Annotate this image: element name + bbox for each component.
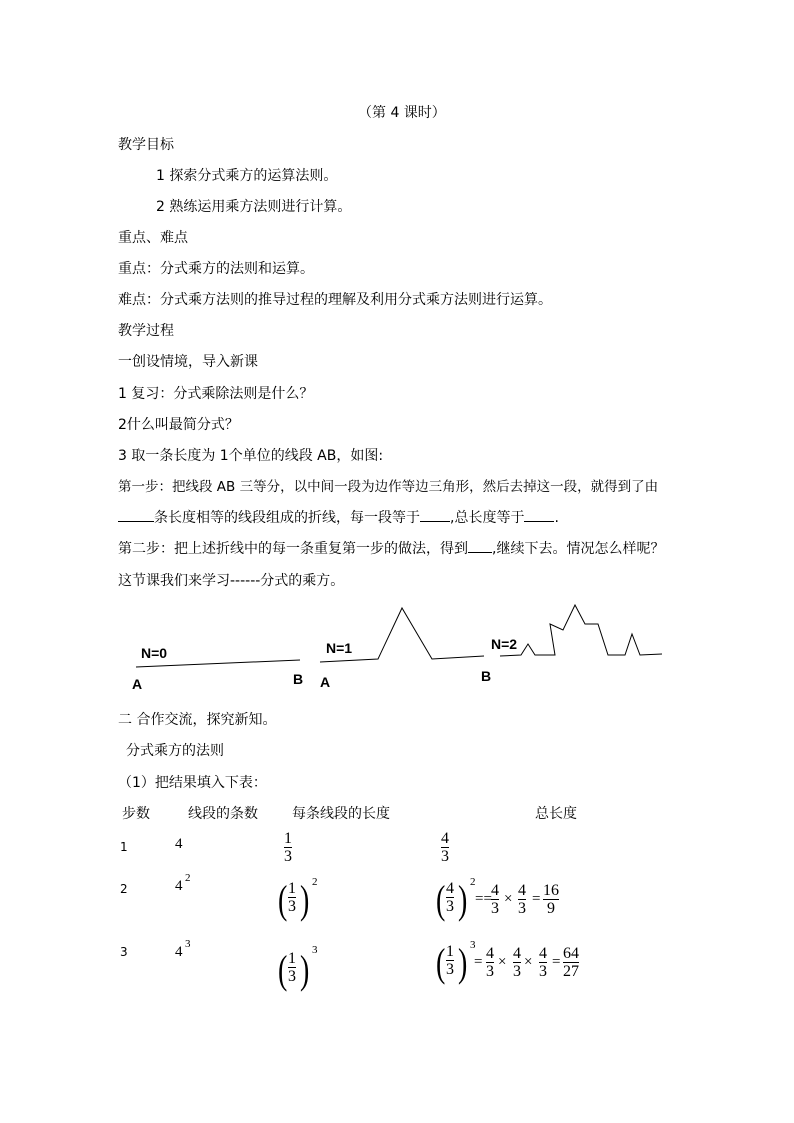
row1-length-num: 1	[284, 830, 292, 847]
row2-count-exp: 2	[185, 872, 191, 884]
row3-total-frac2	[486, 945, 494, 980]
row3-len-lparen: (	[277, 947, 288, 992]
koch-n0-line	[136, 660, 300, 667]
question-3: 3 取一条长度为 1个单位的线段 AB，如图:	[118, 448, 384, 464]
d: 3	[486, 963, 494, 980]
task-line: （1）把结果填入下表：	[118, 775, 267, 791]
n: 4	[539, 945, 547, 962]
n: 4	[446, 880, 454, 897]
step2-text-a: 第二步：把上述折线中的每一条重复第一步的做法，得到	[118, 541, 468, 557]
row3-length-den: 3	[288, 968, 296, 985]
row2-step: 2	[120, 882, 128, 896]
row2-total-frac2	[491, 882, 499, 917]
step1-text-d: .	[554, 510, 559, 526]
header-count: 线段的条数	[188, 806, 258, 822]
row2-length	[288, 880, 296, 915]
row2-eqeq: ==	[475, 891, 492, 907]
step1-line1: 第一步：把线段 AB 三等分，以中间一段为边作等边三角形，然后去掉这一段，就得到了由	[118, 479, 659, 495]
section1-heading: 一创设情境，导入新课	[118, 354, 258, 370]
row2-total-rparen: )	[457, 877, 468, 922]
row3-total-result	[563, 945, 579, 980]
n: 4	[486, 945, 494, 962]
d: 3	[491, 900, 499, 917]
row3-len-rparen: )	[299, 947, 310, 992]
row3-total-frac3	[513, 945, 521, 980]
step1-text-b: 条长度相等的线段组成的折线，每一段等于	[154, 510, 420, 526]
section2-heading: 二 合作交流，探究新知。	[118, 712, 277, 728]
n: 4	[518, 882, 526, 899]
row3-count-exp: 3	[185, 938, 191, 950]
question-1: 1 复习：分式乘除法则是什么？	[118, 386, 314, 402]
row3-len-exp: 3	[312, 944, 318, 956]
row2-length-num: 1	[288, 880, 296, 897]
row-totals-text	[0, 0, 34, 18]
objective-2: 2 熟练运用乘方法则进行计算。	[156, 199, 352, 215]
row3-total-frac1	[446, 943, 454, 978]
n: 1	[446, 943, 454, 960]
row1-count: 4	[175, 836, 183, 852]
label-n2: N=2	[491, 636, 518, 652]
row2-total-lparen: (	[435, 877, 446, 922]
row2-total-text	[2, 8, 17, 9]
row3-total-lparen: (	[435, 940, 446, 985]
label-b-1: B	[293, 671, 304, 687]
row3-total-frac4	[539, 945, 547, 980]
question-2: 2什么叫最简分式？	[118, 417, 239, 433]
row3-total-rparen: )	[457, 940, 468, 985]
row1-length	[284, 830, 292, 865]
key-points-heading: 重点、难点	[118, 230, 188, 246]
label-a-2: A	[320, 674, 331, 690]
row2-length-den: 3	[288, 898, 296, 915]
row3-count-base: 4	[175, 944, 183, 960]
row3-times1: ×	[498, 954, 507, 970]
n: 16	[543, 882, 559, 899]
row2-len-rparen: )	[299, 877, 310, 922]
rule-heading: 分式乘方的法则	[126, 743, 224, 759]
difficult-point: 难点：分式乘方法则的推导过程的理解及利用分式乘方法则进行运算。	[118, 292, 552, 308]
header-steps: 步数	[122, 806, 150, 822]
objectives-heading: 教学目标	[118, 137, 174, 153]
label-n0: N=0	[141, 645, 168, 661]
objective-1: 1 探索分式乘方的运算法则。	[156, 168, 338, 184]
header-total: 总长度	[535, 806, 577, 822]
row3-length	[288, 950, 296, 985]
row2-eq: =	[532, 891, 541, 907]
row3-eq2: =	[552, 954, 561, 970]
d: 3	[513, 963, 521, 980]
row3-times2: ×	[524, 954, 533, 970]
lesson-title: （第 4 课时）	[358, 105, 446, 121]
intro-line: 这节课我们来学习------分式的乘方。	[118, 573, 345, 589]
row1-length-den: 3	[284, 848, 292, 865]
header-length: 每条线段的长度	[292, 806, 390, 822]
d: 9	[547, 900, 555, 917]
label-b-2: B	[481, 668, 492, 684]
row2-len-exp: 2	[312, 876, 318, 888]
d: 3	[446, 961, 454, 978]
row3-step: 3	[120, 945, 128, 959]
process-heading: 教学过程	[118, 323, 174, 339]
row2-total-result	[543, 882, 559, 917]
row1-total-num: 4	[441, 830, 449, 847]
d: 3	[446, 898, 454, 915]
row3-length-num: 1	[288, 950, 296, 967]
d: 3	[518, 900, 526, 917]
label-a-1: A	[132, 676, 143, 692]
row3-total-exp: 3	[470, 939, 476, 951]
row2-total-frac1	[446, 880, 454, 915]
step1-text-c: ,总长度等于	[450, 510, 525, 526]
row2-total-frac3	[518, 882, 526, 917]
row2-total-exp: 2	[470, 876, 476, 888]
d: 27	[563, 963, 579, 980]
row2-times: ×	[504, 891, 513, 907]
row1-step: 1	[120, 840, 128, 854]
d: 3	[539, 963, 547, 980]
n: 4	[491, 882, 499, 899]
n: 64	[563, 945, 579, 962]
row2-count-base: 4	[175, 878, 183, 894]
row3-total-text	[17, 8, 34, 9]
step2-text-b: ,继续下去。情况怎么样呢？	[492, 541, 665, 557]
koch-n2-line	[500, 605, 662, 656]
row1-total-den: 3	[441, 848, 449, 865]
label-n1: N=1	[326, 640, 353, 656]
n: 4	[513, 945, 521, 962]
row3-eq1: =	[474, 954, 483, 970]
row2-len-lparen: (	[277, 877, 288, 922]
row1-total	[441, 830, 449, 865]
key-point: 重点：分式乘方的法则和运算。	[118, 261, 314, 277]
